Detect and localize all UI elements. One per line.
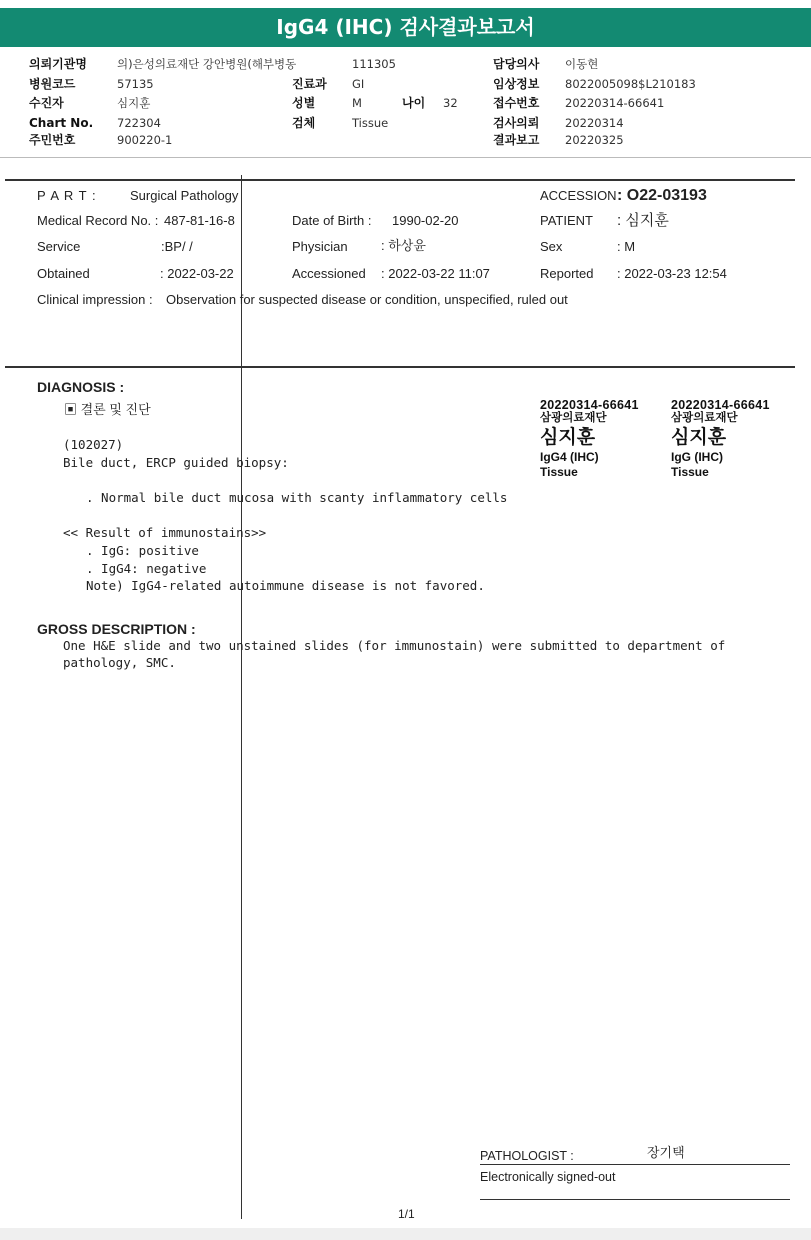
label-test: IgG4 (IHC) [540, 450, 599, 464]
diagnosis-finding: . Normal bile duct mucosa with scanty inflammatory cells [86, 490, 508, 505]
header-value: 심지훈 [117, 96, 151, 110]
header-value: 722304 [117, 116, 161, 130]
label-accession: 20220314-66641 [671, 398, 770, 412]
middle-rule [5, 366, 795, 368]
header-label: 접수번호 [493, 96, 540, 110]
clinical-value: Observation for suspected disease or condition, unspecified, ruled out [166, 292, 568, 307]
diagnosis-specimen: Bile duct, ERCP guided biopsy: [63, 455, 289, 470]
label-specimen: Tissue [540, 465, 578, 479]
specimen-label-igg [671, 398, 770, 480]
header-value: 이동현 [565, 57, 599, 71]
mrn-value: 487-81-16-8 [164, 213, 235, 228]
header-value: 20220314 [565, 116, 624, 130]
gross-heading: GROSS DESCRIPTION : [37, 621, 196, 637]
header-label: 성별 [292, 96, 316, 110]
label-test: IgG (IHC) [671, 450, 723, 464]
service-value: :BP/ / [161, 239, 193, 254]
part-label: P A R T : [37, 188, 97, 203]
igg4-result: . IgG4: negative [86, 561, 207, 576]
header-label: 의뢰기관명 [29, 57, 87, 71]
header-value: 8022005098$L210183 [565, 77, 696, 91]
diagnosis-note: Note) IgG4-related autoimmune disease is not favored. [86, 578, 485, 593]
reported-value: : 2022-03-23 12:54 [617, 266, 727, 281]
header-label: 진료과 [292, 77, 327, 91]
footer-line [480, 1199, 790, 1200]
header-value: 900220-1 [117, 133, 173, 147]
physician-value: : 하상윤 [381, 238, 426, 253]
diagnosis-subheading: ▣ 결론 및 진단 [64, 402, 151, 417]
header-label: 검사의뢰 [493, 116, 540, 130]
immunostain-title: << Result of immunostains>> [63, 525, 267, 540]
patient-value: : 심지훈 [617, 212, 669, 229]
diagnosis-code: (102027) [63, 437, 124, 452]
header-value: 111305 [352, 57, 396, 71]
dob-label: Date of Birth : [292, 213, 372, 228]
header-value: 20220314-66641 [565, 96, 665, 110]
igg-result: . IgG: positive [86, 543, 199, 558]
header-label: 결과보고 [493, 133, 540, 147]
page-number: 1/1 [398, 1207, 415, 1221]
accessioned-value: : 2022-03-22 11:07 [381, 266, 490, 281]
signature-line [480, 1164, 790, 1165]
service-label: Service [37, 239, 81, 254]
part-value: Surgical Pathology [130, 188, 239, 203]
top-rule [5, 179, 795, 181]
physician-label: Physician [292, 239, 348, 254]
vertical-line [241, 175, 242, 1219]
header-label: 담당의사 [493, 57, 540, 71]
report-title: IgG4 (IHC) 검사결과보고서 [0, 8, 811, 47]
header-value: Tissue [352, 116, 389, 130]
header-label: 임상정보 [493, 77, 540, 91]
obtained-label: Obtained [37, 266, 90, 281]
header-value: 20220325 [565, 133, 624, 147]
gross-line-1: One H&E slide and two unstained slides (for immunostain) were submitted to department of [63, 638, 726, 653]
accession-value: : O22-03193 [617, 187, 707, 204]
signed-out-text: Electronically signed-out [480, 1170, 616, 1184]
age-value: 32 [443, 96, 458, 110]
header-label: 주민번호 [29, 133, 76, 147]
header-label: Chart No. [29, 116, 94, 130]
label-accession: 20220314-66641 [540, 398, 639, 412]
label-institution: 삼광의료재단 [540, 412, 607, 424]
pathologist-name: 장기택 [647, 1145, 685, 1160]
label-specimen: Tissue [671, 465, 709, 479]
sex-label: Sex [540, 239, 563, 254]
header-value: GI [352, 77, 365, 91]
diagnosis-heading: DIAGNOSIS : [37, 379, 125, 395]
label-institution: 삼광의료재단 [671, 412, 738, 424]
label-patient-name: 심지훈 [540, 427, 596, 448]
specimen-label-igg4 [540, 398, 639, 480]
patient-label: PATIENT [540, 213, 593, 228]
reported-label: Reported [540, 266, 594, 281]
header-value: 57135 [117, 77, 154, 91]
header-separator [0, 157, 811, 158]
age-label: 나이 [402, 96, 426, 110]
gross-line-2: pathology, SMC. [63, 655, 176, 670]
accessioned-label: Accessioned [292, 266, 366, 281]
clinical-label: Clinical impression : [37, 292, 153, 307]
header-value: M [352, 96, 362, 110]
accession-label: ACCESSION [540, 188, 617, 203]
header-value: 의)은성의료재단 강안병원(해부병동 [117, 57, 297, 71]
label-patient-name: 심지훈 [671, 427, 727, 448]
dob-value: 1990-02-20 [392, 213, 459, 228]
header-label: 수진자 [29, 96, 64, 110]
header-label: 검체 [292, 116, 316, 130]
mrn-label: Medical Record No. : [37, 213, 159, 228]
sex-value: : M [617, 239, 636, 254]
pathologist-label: PATHOLOGIST : [480, 1149, 574, 1163]
header-label: 병원코드 [29, 77, 76, 91]
obtained-value: : 2022-03-22 [160, 266, 234, 281]
